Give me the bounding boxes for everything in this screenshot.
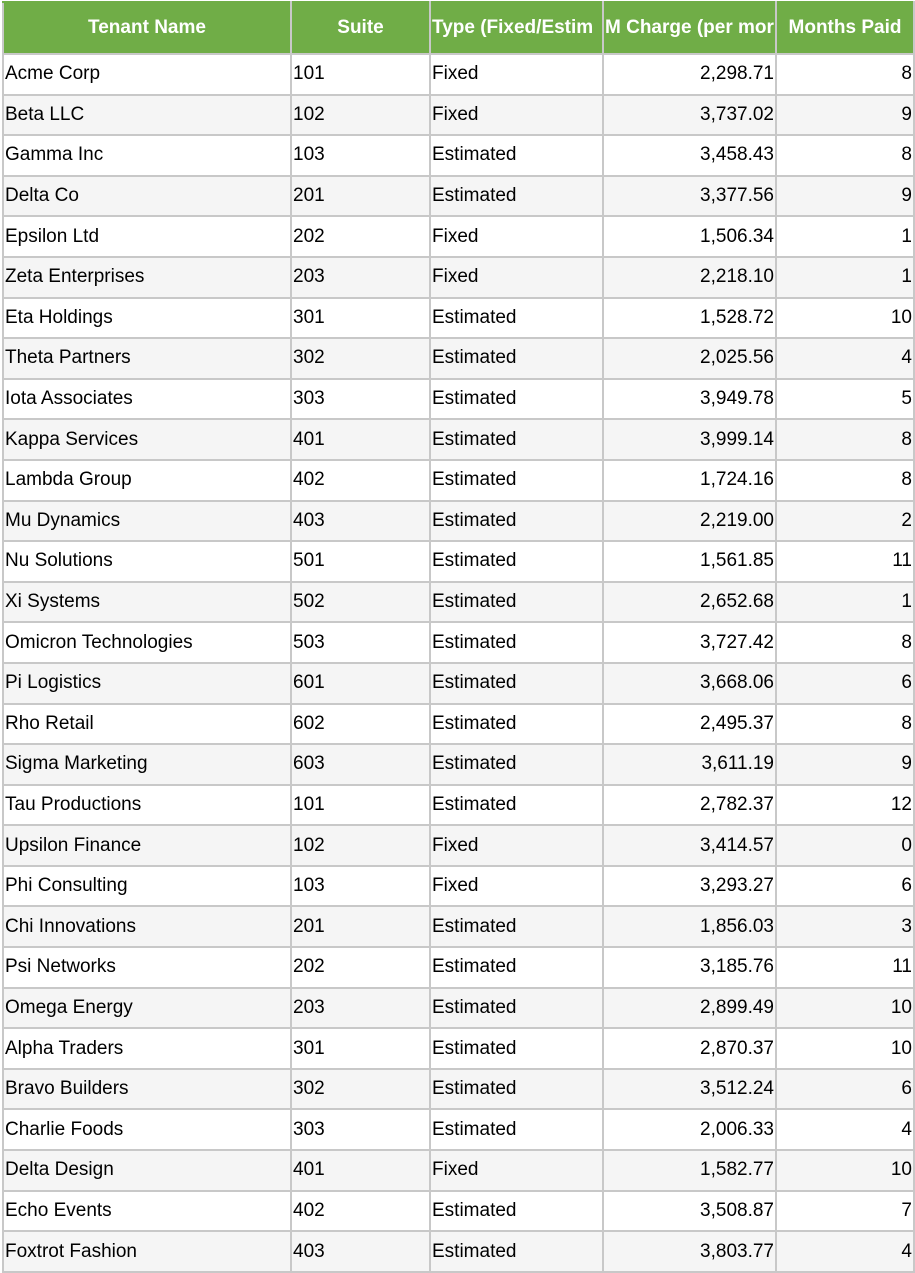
- cell-suite[interactable]: 501: [291, 541, 430, 582]
- cell-months-paid[interactable]: 5: [776, 379, 914, 420]
- cell-suite[interactable]: 202: [291, 947, 430, 988]
- cell-cam-charge[interactable]: 3,949.78: [603, 379, 776, 420]
- cell-months-paid[interactable]: 7: [776, 1191, 914, 1232]
- cell-cam-charge[interactable]: 2,219.00: [603, 501, 776, 542]
- table-row: [3, 541, 914, 582]
- cell-months-paid[interactable]: 1: [776, 216, 914, 257]
- cell-suite[interactable]: 203: [291, 257, 430, 298]
- cell-cam-charge[interactable]: 3,293.27: [603, 866, 776, 907]
- cell-tenant-name[interactable]: Phi Consulting: [3, 866, 291, 907]
- table-row: [3, 257, 914, 298]
- table-row: [3, 744, 914, 785]
- table-row: [3, 176, 914, 217]
- cell-suite[interactable]: 603: [291, 744, 430, 785]
- cell-months-paid[interactable]: 11: [776, 947, 914, 988]
- cell-type[interactable]: Fixed: [430, 825, 603, 866]
- cell-type[interactable]: Estimated: [430, 988, 603, 1029]
- cell-tenant-name[interactable]: Nu Solutions: [3, 541, 291, 582]
- cell-cam-charge[interactable]: 2,218.10: [603, 257, 776, 298]
- cell-cam-charge[interactable]: 3,458.43: [603, 135, 776, 176]
- cell-type[interactable]: Estimated: [430, 135, 603, 176]
- cell-tenant-name[interactable]: Lambda Group: [3, 460, 291, 501]
- cell-tenant-name[interactable]: Eta Holdings: [3, 298, 291, 339]
- table-row: [3, 947, 914, 988]
- cell-tenant-name[interactable]: Tau Productions: [3, 785, 291, 826]
- table-row: [3, 501, 914, 542]
- cell-suite[interactable]: 201: [291, 906, 430, 947]
- cell-tenant-name[interactable]: Theta Partners: [3, 338, 291, 379]
- header-row: [3, 2, 914, 54]
- cell-tenant-name[interactable]: Psi Networks: [3, 947, 291, 988]
- cell-type[interactable]: Estimated: [430, 785, 603, 826]
- cell-type[interactable]: Estimated: [430, 1028, 603, 1069]
- cell-type[interactable]: Estimated: [430, 338, 603, 379]
- cell-type[interactable]: Fixed: [430, 95, 603, 136]
- header-type[interactable]: Type (Fixed/Estim: [430, 2, 603, 54]
- table-row: [3, 1231, 914, 1272]
- cell-cam-charge[interactable]: 3,414.57: [603, 825, 776, 866]
- cell-tenant-name[interactable]: Pi Logistics: [3, 663, 291, 704]
- cell-tenant-name[interactable]: Sigma Marketing: [3, 744, 291, 785]
- table-row: [3, 338, 914, 379]
- cell-type[interactable]: Estimated: [430, 1231, 603, 1272]
- cell-months-paid[interactable]: 2: [776, 501, 914, 542]
- cell-type[interactable]: Estimated: [430, 663, 603, 704]
- cell-cam-charge[interactable]: 1,582.77: [603, 1150, 776, 1191]
- table-row: [3, 1028, 914, 1069]
- cell-tenant-name[interactable]: Omega Energy: [3, 988, 291, 1029]
- table-row: [3, 704, 914, 745]
- spreadsheet: [2, 1, 915, 1273]
- cell-suite[interactable]: 101: [291, 785, 430, 826]
- cell-suite[interactable]: 602: [291, 704, 430, 745]
- cell-tenant-name[interactable]: Gamma Inc: [3, 135, 291, 176]
- cell-tenant-name[interactable]: Bravo Builders: [3, 1069, 291, 1110]
- cell-cam-charge[interactable]: 1,506.34: [603, 216, 776, 257]
- cell-cam-charge[interactable]: 3,377.56: [603, 176, 776, 217]
- cell-type[interactable]: Estimated: [430, 176, 603, 217]
- cell-type[interactable]: Estimated: [430, 1109, 603, 1150]
- cell-suite[interactable]: 303: [291, 379, 430, 420]
- cell-months-paid[interactable]: 10: [776, 1150, 914, 1191]
- cell-months-paid[interactable]: 1: [776, 257, 914, 298]
- cell-type[interactable]: Estimated: [430, 460, 603, 501]
- cell-tenant-name[interactable]: Epsilon Ltd: [3, 216, 291, 257]
- cell-months-paid[interactable]: 8: [776, 704, 914, 745]
- cell-type[interactable]: Estimated: [430, 744, 603, 785]
- table-row: [3, 785, 914, 826]
- cell-suite[interactable]: 102: [291, 95, 430, 136]
- cell-type[interactable]: Estimated: [430, 704, 603, 745]
- cell-months-paid[interactable]: 10: [776, 298, 914, 339]
- cell-cam-charge[interactable]: 1,528.72: [603, 298, 776, 339]
- cell-type[interactable]: Estimated: [430, 582, 603, 623]
- cell-months-paid[interactable]: 1: [776, 582, 914, 623]
- cell-tenant-name[interactable]: Chi Innovations: [3, 906, 291, 947]
- cell-type[interactable]: Estimated: [430, 541, 603, 582]
- cell-cam-charge[interactable]: 3,803.77: [603, 1231, 776, 1272]
- cell-cam-charge[interactable]: 1,724.16: [603, 460, 776, 501]
- cell-months-paid[interactable]: 11: [776, 541, 914, 582]
- cell-tenant-name[interactable]: Foxtrot Fashion: [3, 1231, 291, 1272]
- cell-cam-charge[interactable]: 2,006.33: [603, 1109, 776, 1150]
- cell-tenant-name[interactable]: Delta Design: [3, 1150, 291, 1191]
- cell-cam-charge[interactable]: 1,856.03: [603, 906, 776, 947]
- cell-months-paid[interactable]: 4: [776, 1109, 914, 1150]
- cell-suite[interactable]: 301: [291, 298, 430, 339]
- cell-suite[interactable]: 201: [291, 176, 430, 217]
- table-row: [3, 825, 914, 866]
- cell-suite[interactable]: 301: [291, 1028, 430, 1069]
- cell-tenant-name[interactable]: Charlie Foods: [3, 1109, 291, 1150]
- cell-months-paid[interactable]: 4: [776, 1231, 914, 1272]
- table-row: [3, 54, 914, 95]
- cell-suite[interactable]: 302: [291, 1069, 430, 1110]
- cell-months-paid[interactable]: 10: [776, 988, 914, 1029]
- cell-suite[interactable]: 103: [291, 135, 430, 176]
- cell-cam-charge[interactable]: 3,737.02: [603, 95, 776, 136]
- cell-type[interactable]: Estimated: [430, 1191, 603, 1232]
- cell-type[interactable]: Estimated: [430, 419, 603, 460]
- cell-cam-charge[interactable]: 3,508.87: [603, 1191, 776, 1232]
- table-row: [3, 419, 914, 460]
- table-row: [3, 298, 914, 339]
- cell-months-paid[interactable]: 0: [776, 825, 914, 866]
- header-cam-charge[interactable]: M Charge (per mor: [603, 2, 776, 54]
- cell-months-paid[interactable]: 6: [776, 1069, 914, 1110]
- cell-months-paid[interactable]: 6: [776, 663, 914, 704]
- cell-suite[interactable]: 402: [291, 460, 430, 501]
- cell-type[interactable]: Estimated: [430, 947, 603, 988]
- cell-type[interactable]: Estimated: [430, 1069, 603, 1110]
- cell-type[interactable]: Estimated: [430, 379, 603, 420]
- cell-type[interactable]: Estimated: [430, 298, 603, 339]
- cell-cam-charge[interactable]: 3,611.19: [603, 744, 776, 785]
- cell-cam-charge[interactable]: 2,495.37: [603, 704, 776, 745]
- cell-tenant-name[interactable]: Iota Associates: [3, 379, 291, 420]
- table-row: [3, 1069, 914, 1110]
- table-row: [3, 1191, 914, 1232]
- table-row: [3, 1109, 914, 1150]
- table-row: [3, 582, 914, 623]
- cell-tenant-name[interactable]: Kappa Services: [3, 419, 291, 460]
- cell-tenant-name[interactable]: Delta Co: [3, 176, 291, 217]
- header-months-paid[interactable]: Months Paid: [776, 2, 914, 54]
- cell-suite[interactable]: 203: [291, 988, 430, 1029]
- cell-cam-charge[interactable]: 3,668.06: [603, 663, 776, 704]
- cell-months-paid[interactable]: 10: [776, 1028, 914, 1069]
- cell-tenant-name[interactable]: Rho Retail: [3, 704, 291, 745]
- cell-suite[interactable]: 403: [291, 1231, 430, 1272]
- cell-cam-charge[interactable]: 2,899.49: [603, 988, 776, 1029]
- cell-suite[interactable]: 601: [291, 663, 430, 704]
- cell-tenant-name[interactable]: Mu Dynamics: [3, 501, 291, 542]
- table-row: [3, 866, 914, 907]
- cell-months-paid[interactable]: 8: [776, 135, 914, 176]
- cell-months-paid[interactable]: 4: [776, 338, 914, 379]
- cell-cam-charge[interactable]: 2,025.56: [603, 338, 776, 379]
- cell-cam-charge[interactable]: 3,185.76: [603, 947, 776, 988]
- cell-suite[interactable]: 303: [291, 1109, 430, 1150]
- cell-suite[interactable]: 103: [291, 866, 430, 907]
- cell-suite[interactable]: 502: [291, 582, 430, 623]
- cell-cam-charge[interactable]: 3,727.42: [603, 622, 776, 663]
- table-row: [3, 622, 914, 663]
- cell-cam-charge[interactable]: 2,298.71: [603, 54, 776, 95]
- table-row: [3, 460, 914, 501]
- cell-suite[interactable]: 202: [291, 216, 430, 257]
- table-row: [3, 906, 914, 947]
- cell-tenant-name[interactable]: Zeta Enterprises: [3, 257, 291, 298]
- cell-months-paid[interactable]: 9: [776, 95, 914, 136]
- cell-tenant-name[interactable]: Acme Corp: [3, 54, 291, 95]
- cell-type[interactable]: Estimated: [430, 622, 603, 663]
- table-row: [3, 379, 914, 420]
- table-row: [3, 216, 914, 257]
- cell-suite[interactable]: 503: [291, 622, 430, 663]
- cell-cam-charge[interactable]: 3,512.24: [603, 1069, 776, 1110]
- cell-cam-charge[interactable]: 2,652.68: [603, 582, 776, 623]
- cell-months-paid[interactable]: 6: [776, 866, 914, 907]
- cell-type[interactable]: Estimated: [430, 906, 603, 947]
- cell-suite[interactable]: 101: [291, 54, 430, 95]
- cell-suite[interactable]: 403: [291, 501, 430, 542]
- cell-suite[interactable]: 401: [291, 419, 430, 460]
- cell-tenant-name[interactable]: Echo Events: [3, 1191, 291, 1232]
- cell-type[interactable]: Fixed: [430, 1150, 603, 1191]
- cell-cam-charge[interactable]: 2,870.37: [603, 1028, 776, 1069]
- cell-months-paid[interactable]: 8: [776, 419, 914, 460]
- header-suite[interactable]: Suite: [291, 2, 430, 54]
- header-tenant-name[interactable]: Tenant Name: [3, 2, 291, 54]
- cell-tenant-name[interactable]: Omicron Technologies: [3, 622, 291, 663]
- cell-months-paid[interactable]: 3: [776, 906, 914, 947]
- cell-suite[interactable]: 401: [291, 1150, 430, 1191]
- cell-type[interactable]: Fixed: [430, 216, 603, 257]
- cell-type[interactable]: Fixed: [430, 866, 603, 907]
- cell-suite[interactable]: 402: [291, 1191, 430, 1232]
- cell-tenant-name[interactable]: Xi Systems: [3, 582, 291, 623]
- cell-cam-charge[interactable]: 3,999.14: [603, 419, 776, 460]
- cell-suite[interactable]: 102: [291, 825, 430, 866]
- cell-months-paid[interactable]: 12: [776, 785, 914, 826]
- cell-type[interactable]: Fixed: [430, 54, 603, 95]
- tenant-cam-table: [2, 1, 915, 1273]
- cell-months-paid[interactable]: 9: [776, 176, 914, 217]
- cell-type[interactable]: Estimated: [430, 501, 603, 542]
- cell-months-paid[interactable]: 9: [776, 744, 914, 785]
- cell-months-paid[interactable]: 8: [776, 460, 914, 501]
- cell-tenant-name[interactable]: Beta LLC: [3, 95, 291, 136]
- cell-tenant-name[interactable]: Alpha Traders: [3, 1028, 291, 1069]
- table-row: [3, 95, 914, 136]
- cell-cam-charge[interactable]: 1,561.85: [603, 541, 776, 582]
- cell-suite[interactable]: 302: [291, 338, 430, 379]
- cell-cam-charge[interactable]: 2,782.37: [603, 785, 776, 826]
- cell-tenant-name[interactable]: Upsilon Finance: [3, 825, 291, 866]
- cell-months-paid[interactable]: 8: [776, 622, 914, 663]
- cell-type[interactable]: Fixed: [430, 257, 603, 298]
- cell-months-paid[interactable]: 8: [776, 54, 914, 95]
- table-row: [3, 988, 914, 1029]
- table-row: [3, 135, 914, 176]
- table-row: [3, 663, 914, 704]
- table-row: [3, 1150, 914, 1191]
